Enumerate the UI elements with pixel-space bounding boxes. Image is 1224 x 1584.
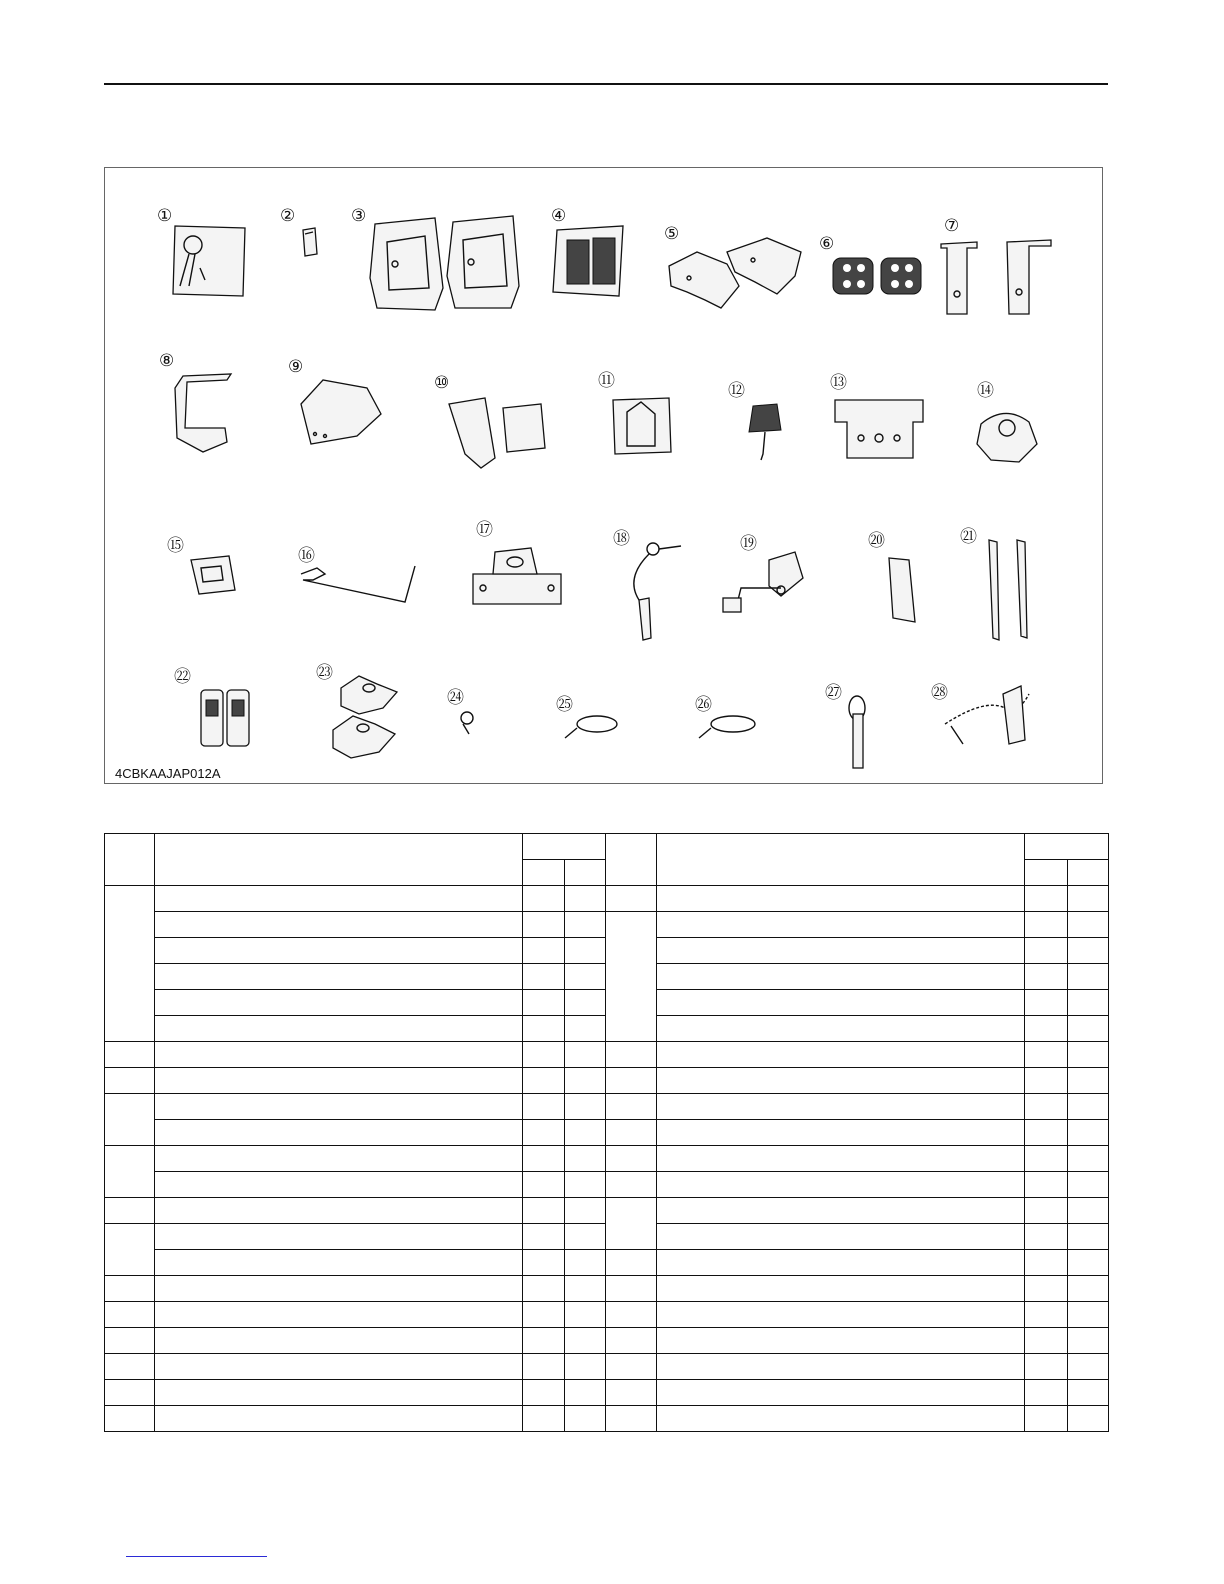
table-cell <box>105 1354 155 1380</box>
table-cell <box>606 1146 657 1172</box>
table-cell <box>1068 964 1109 990</box>
table-cell <box>1025 886 1068 912</box>
table-cell <box>606 1380 657 1406</box>
table-cell <box>565 1068 606 1094</box>
callout-1: ① <box>157 206 173 226</box>
table-cell <box>1025 990 1068 1016</box>
callout-14: ⑭ <box>977 381 994 401</box>
part-26-cable-tie <box>699 716 755 738</box>
table-cell <box>657 1224 1025 1250</box>
table-cell <box>606 1042 657 1068</box>
part-7-brackets <box>941 240 1051 314</box>
table-cell <box>105 1068 155 1094</box>
part-17-hitch <box>473 548 561 604</box>
table-cell <box>606 1406 657 1432</box>
table-cell <box>565 1380 606 1406</box>
table-cell <box>657 1328 1025 1354</box>
table-cell <box>1068 938 1109 964</box>
table-cell <box>105 1094 155 1146</box>
table-cell <box>606 1094 657 1120</box>
part-25-cable-tie <box>565 716 617 738</box>
part-24-clip <box>461 712 473 734</box>
table-cell <box>155 1016 523 1042</box>
callout-15: ⑮ <box>167 536 184 556</box>
table-cell <box>657 964 1025 990</box>
table-cell <box>1025 1068 1068 1094</box>
table-cell <box>155 1146 523 1172</box>
table-cell <box>155 1276 523 1302</box>
table-cell <box>105 1198 155 1224</box>
table-row <box>105 1042 1109 1068</box>
table-cell <box>1025 1328 1068 1354</box>
table-cell <box>155 1198 523 1224</box>
table-row <box>105 1120 1109 1146</box>
table-row <box>105 912 1109 938</box>
table-cell <box>523 1406 565 1432</box>
table-cell <box>565 1224 606 1250</box>
table-cell <box>523 1250 565 1276</box>
table-cell <box>1025 964 1068 990</box>
part-15-bag <box>191 556 235 594</box>
callout-27: ㉗ <box>825 683 842 703</box>
table-cell <box>565 1016 606 1042</box>
table-cell <box>155 1354 523 1380</box>
table-row <box>105 1094 1109 1120</box>
table-cell <box>155 1094 523 1120</box>
parts-figure <box>104 167 1103 784</box>
table-cell <box>523 1302 565 1328</box>
table-cell <box>1068 1172 1109 1198</box>
table-cell <box>105 1380 155 1406</box>
table-cell <box>1025 1406 1068 1432</box>
table-cell <box>606 1302 657 1328</box>
table-cell <box>1025 1250 1068 1276</box>
table-cell <box>1068 912 1109 938</box>
table-cell <box>105 1042 155 1068</box>
callout-18: ⑱ <box>613 529 630 549</box>
table-cell <box>523 1094 565 1120</box>
table-cell <box>1068 1094 1109 1120</box>
header-qty-left-a <box>523 860 565 886</box>
callout-4: ④ <box>551 206 567 226</box>
table-cell <box>155 964 523 990</box>
part-1-key-set <box>173 226 245 296</box>
table-cell <box>657 1042 1025 1068</box>
table-cell <box>1025 1172 1068 1198</box>
footer-link-underline[interactable] <box>126 1556 267 1557</box>
table-cell <box>565 1198 606 1224</box>
callout-13: ⑬ <box>830 373 847 393</box>
callout-21: ㉑ <box>960 527 977 547</box>
table-row <box>105 1354 1109 1380</box>
table-row <box>105 1250 1109 1276</box>
callout-2: ② <box>280 206 296 226</box>
table-cell <box>1025 1198 1068 1224</box>
table-cell <box>565 912 606 938</box>
cell-no <box>606 886 657 912</box>
table-cell <box>1068 886 1109 912</box>
header-no-right <box>606 834 657 886</box>
table-cell <box>1068 1146 1109 1172</box>
table-cell <box>1025 1380 1068 1406</box>
table-cell <box>606 1172 657 1198</box>
callout-25: ㉕ <box>556 695 573 715</box>
table-cell <box>523 1042 565 1068</box>
table-cell <box>657 1250 1025 1276</box>
table-cell <box>1068 1328 1109 1354</box>
header-qty-right <box>1025 834 1109 860</box>
table-cell <box>1025 1042 1068 1068</box>
table-cell <box>1025 1120 1068 1146</box>
table-row <box>105 1276 1109 1302</box>
cell-no <box>606 912 657 1042</box>
header-qty-right-a <box>1025 860 1068 886</box>
table-cell <box>657 938 1025 964</box>
table-cell <box>565 1042 606 1068</box>
parts-table <box>104 833 1109 1432</box>
header-part-name-right <box>657 834 1025 886</box>
table-row <box>105 1146 1109 1172</box>
table-row <box>105 1380 1109 1406</box>
table-cell <box>606 1276 657 1302</box>
callout-24: ㉔ <box>447 688 464 708</box>
table-cell <box>1068 1302 1109 1328</box>
table-cell <box>523 1198 565 1224</box>
table-cell <box>523 990 565 1016</box>
callout-22: ㉒ <box>174 667 191 687</box>
table-cell <box>565 1172 606 1198</box>
table-cell <box>155 990 523 1016</box>
table-cell <box>1068 1068 1109 1094</box>
table-cell <box>657 990 1025 1016</box>
table-cell <box>565 1328 606 1354</box>
table-cell <box>1068 1042 1109 1068</box>
table-cell <box>105 1302 155 1328</box>
table-cell <box>565 886 606 912</box>
part-12-beacon <box>749 404 781 460</box>
table-cell <box>155 1172 523 1198</box>
table-cell <box>155 1406 523 1432</box>
table-cell <box>523 886 565 912</box>
header-qty-left-b <box>565 860 606 886</box>
table-cell <box>523 1172 565 1198</box>
table-cell <box>523 938 565 964</box>
table-cell <box>155 938 523 964</box>
part-19-mirror <box>723 552 803 612</box>
table-cell <box>606 1198 657 1250</box>
table-cell <box>657 1172 1025 1198</box>
part-11-bracket <box>613 398 671 454</box>
table-cell <box>565 1276 606 1302</box>
header-part-name-left <box>155 834 523 886</box>
part-3-bags <box>370 216 519 310</box>
table-cell <box>155 1120 523 1146</box>
table-row <box>105 1302 1109 1328</box>
table-cell <box>155 912 523 938</box>
table-cell <box>1025 938 1068 964</box>
part-27-lock-pin <box>849 696 865 768</box>
table-cell <box>657 912 1025 938</box>
table-cell <box>565 1146 606 1172</box>
part-13-bracket <box>835 400 923 458</box>
table-cell <box>523 1120 565 1146</box>
header-rule <box>104 83 1108 85</box>
table-cell <box>565 1302 606 1328</box>
callout-17: ⑰ <box>476 520 493 540</box>
table-cell <box>155 1068 523 1094</box>
table-cell <box>105 1276 155 1302</box>
part-2-clip <box>303 228 317 256</box>
table-cell <box>657 1146 1025 1172</box>
table-cell <box>1025 1276 1068 1302</box>
table-cell <box>1068 1120 1109 1146</box>
table-cell <box>1068 990 1109 1016</box>
table-cell <box>155 1042 523 1068</box>
part-16-rod <box>301 566 415 602</box>
callout-9: ⑨ <box>288 357 304 377</box>
part-22-lamps <box>201 690 249 746</box>
table-cell <box>1025 912 1068 938</box>
table-cell <box>606 1328 657 1354</box>
table-row <box>105 886 1109 912</box>
table-cell <box>565 1094 606 1120</box>
table-cell <box>523 1276 565 1302</box>
table-header-row-1 <box>105 834 1109 860</box>
callout-7: ⑦ <box>944 216 960 236</box>
table-cell <box>523 964 565 990</box>
table-cell <box>606 1250 657 1276</box>
table-cell <box>657 886 1025 912</box>
table-row <box>105 1406 1109 1432</box>
table-cell <box>1068 1276 1109 1302</box>
table-row <box>105 1068 1109 1094</box>
table-cell <box>565 1120 606 1146</box>
callout-6: ⑥ <box>819 234 835 254</box>
table-cell <box>1068 1250 1109 1276</box>
table-cell <box>657 1276 1025 1302</box>
table-cell <box>1068 1406 1109 1432</box>
table-cell <box>565 938 606 964</box>
table-cell <box>523 912 565 938</box>
header-no-left <box>105 834 155 886</box>
part-23-knobs <box>333 676 397 758</box>
table-row <box>105 1328 1109 1354</box>
table-cell <box>155 1302 523 1328</box>
table-cell <box>565 1354 606 1380</box>
table-cell <box>1025 1224 1068 1250</box>
table-cell <box>105 1406 155 1432</box>
callout-20: ⑳ <box>868 531 885 551</box>
table-cell <box>1025 1146 1068 1172</box>
callout-23: ㉓ <box>316 663 333 683</box>
table-row <box>105 1172 1109 1198</box>
table-cell <box>105 1224 155 1276</box>
part-5-brackets <box>669 238 801 308</box>
table-cell <box>523 1380 565 1406</box>
table-cell <box>1025 1016 1068 1042</box>
table-cell <box>657 1406 1025 1432</box>
table-cell <box>565 990 606 1016</box>
table-cell <box>1025 1094 1068 1120</box>
part-6-lamps <box>833 258 921 294</box>
callout-16: ⑯ <box>298 546 315 566</box>
table-cell <box>606 1120 657 1146</box>
table-cell <box>657 1068 1025 1094</box>
part-4-reflectors <box>553 226 623 296</box>
callout-5: ⑤ <box>664 224 680 244</box>
table-cell <box>523 1354 565 1380</box>
part-9-plate <box>301 380 381 444</box>
table-cell <box>657 1354 1025 1380</box>
table-cell <box>606 1354 657 1380</box>
callout-19: ⑲ <box>740 534 757 554</box>
parts-illustration <box>105 168 1104 785</box>
callout-10: ⑩ <box>434 373 450 393</box>
table-cell <box>657 1016 1025 1042</box>
table-cell <box>1068 1198 1109 1224</box>
part-8-cover <box>175 374 231 452</box>
table-row <box>105 1198 1109 1224</box>
header-qty-left <box>523 834 606 860</box>
callout-8: ⑧ <box>159 351 175 371</box>
table-cell <box>155 886 523 912</box>
figure-code: 4CBKAAJAP012A <box>115 766 221 781</box>
table-cell <box>1068 1354 1109 1380</box>
part-28-chain-pin <box>945 686 1029 744</box>
table-cell <box>155 1224 523 1250</box>
callout-28: ㉘ <box>931 683 948 703</box>
part-10-mount-set <box>449 398 545 468</box>
table-cell <box>523 1068 565 1094</box>
table-cell <box>606 1068 657 1094</box>
table-cell <box>1068 1224 1109 1250</box>
table-cell <box>565 1406 606 1432</box>
table-cell <box>1068 1380 1109 1406</box>
table-cell <box>155 1380 523 1406</box>
table-cell <box>657 1380 1025 1406</box>
part-18-pin <box>634 543 681 640</box>
cell-no <box>105 886 155 1042</box>
table-cell <box>657 1302 1025 1328</box>
part-14-cap <box>977 413 1037 462</box>
table-cell <box>523 1016 565 1042</box>
table-cell <box>155 1328 523 1354</box>
table-cell <box>565 1250 606 1276</box>
table-cell <box>657 1094 1025 1120</box>
table-cell <box>523 1146 565 1172</box>
table-cell <box>657 1198 1025 1224</box>
table-cell <box>657 1120 1025 1146</box>
callout-11: ⑪ <box>598 371 615 391</box>
callout-12: ⑫ <box>728 381 745 401</box>
table-cell <box>105 1328 155 1354</box>
callout-3: ③ <box>351 206 367 226</box>
part-21-rails <box>989 540 1027 640</box>
table-cell <box>105 1146 155 1198</box>
table-cell <box>1025 1354 1068 1380</box>
table-cell <box>523 1328 565 1354</box>
table-cell <box>565 964 606 990</box>
table-cell <box>1025 1302 1068 1328</box>
header-qty-right-b <box>1068 860 1109 886</box>
table-cell <box>1068 1016 1109 1042</box>
table-cell <box>155 1250 523 1276</box>
callout-26: ㉖ <box>695 695 712 715</box>
part-20-plate <box>889 558 915 622</box>
table-cell <box>523 1224 565 1250</box>
